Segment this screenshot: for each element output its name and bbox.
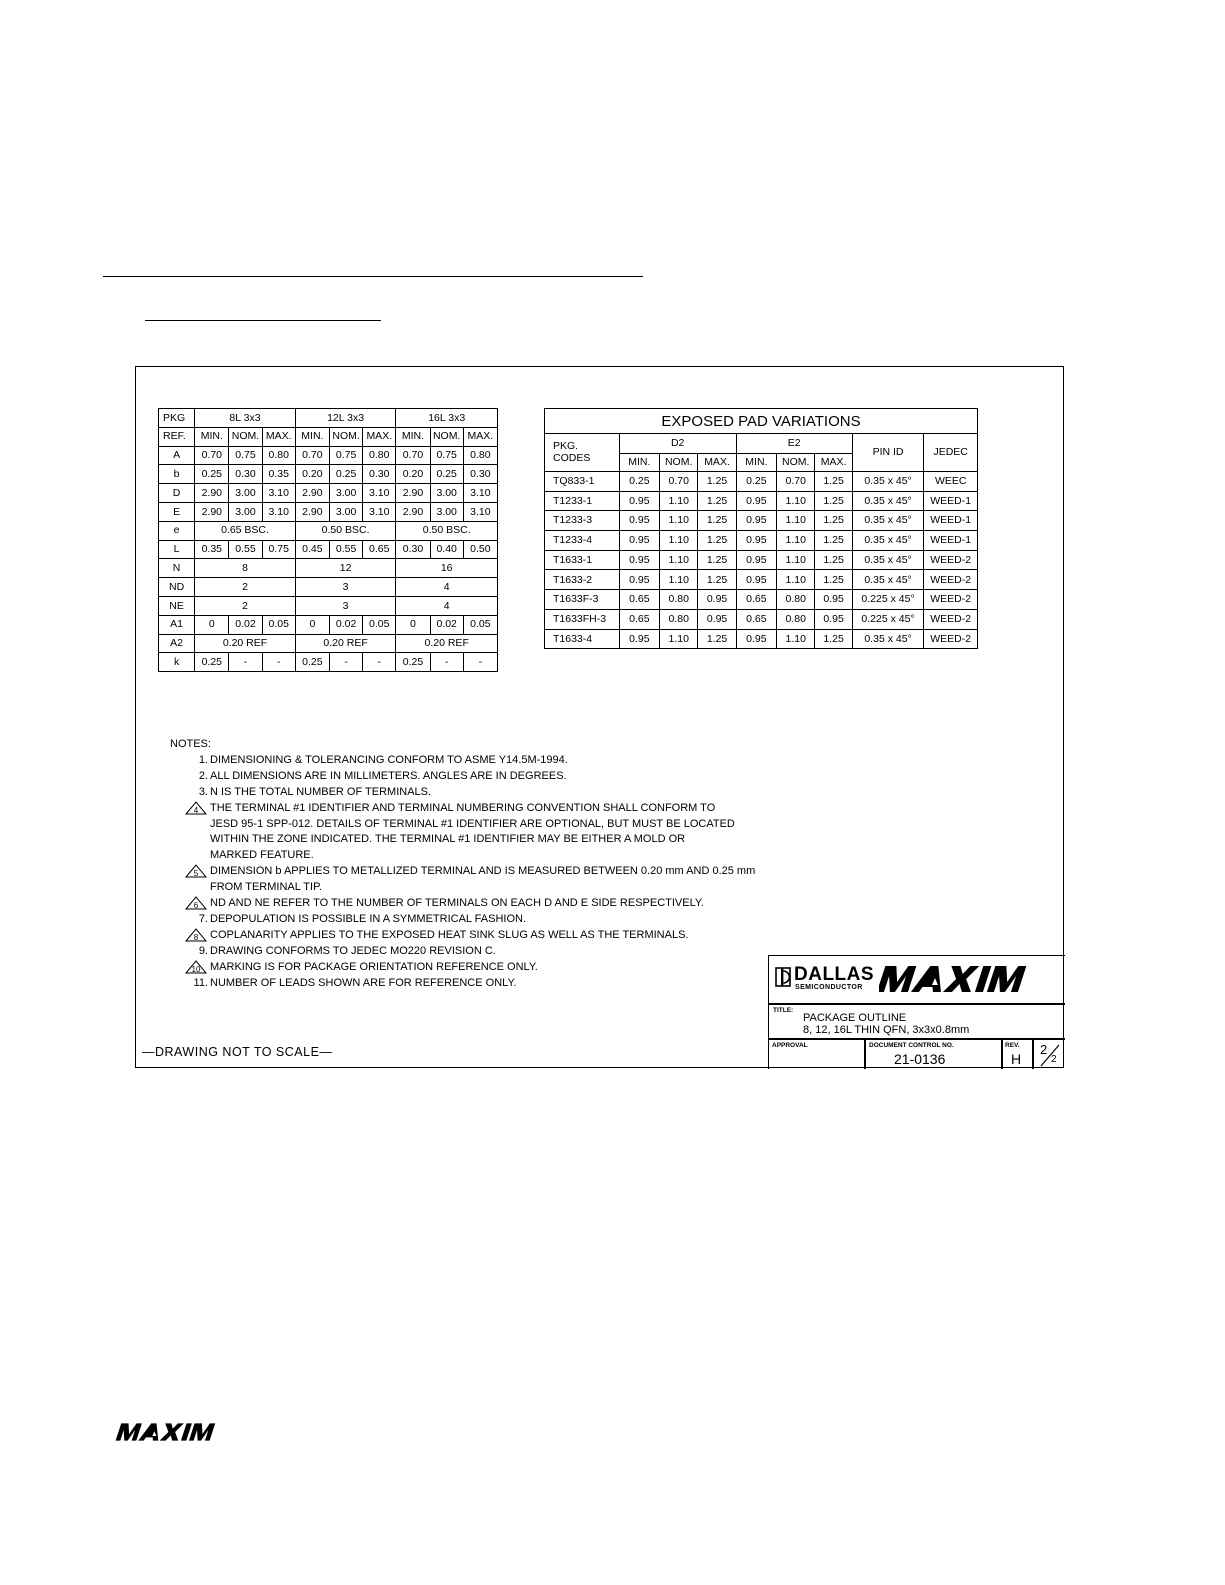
pad-value-cell: 1.10 [660,570,698,590]
pad-subheader-cell: MIN. [619,454,659,472]
dim-value-cell: 0.50 [463,540,497,559]
header-rule-long [103,276,643,277]
rev-value: H [1011,1051,1022,1067]
note-item [170,801,755,865]
note-item [170,864,755,896]
table-row [545,570,978,590]
table-row [545,472,978,492]
dim-merged-cell: 4 [396,596,498,615]
pad-value-cell: 1.25 [815,629,852,649]
dim-ref-cell: L [159,540,195,559]
dim-value-cell: 2.90 [195,502,229,521]
pad-value-cell: 1.25 [815,472,852,492]
pad-value-cell: 0.80 [777,609,815,629]
dim-value-cell: 0.75 [430,446,463,465]
pad-value-cell: 0.95 [619,629,659,649]
dim-value-cell: - [262,653,295,672]
note-flag-triangle-icon [184,928,208,942]
dim-subheader-cell: MIN. [195,427,229,446]
note-item [170,928,755,944]
table-row [545,609,978,629]
pkg-code-cell: TQ833-1 [545,472,620,492]
dim-value-cell: 0.05 [463,615,497,634]
pad-subheader-cell: NOM. [777,454,815,472]
notes-heading: NOTES: [170,738,211,750]
dim-value-cell: 0.20 [396,465,430,484]
table-row [159,615,498,634]
title-block [768,955,1065,1069]
table-row [545,511,978,531]
note-item [170,944,755,960]
pad-value-cell: WEED-2 [924,570,978,590]
pad-value-cell: WEEC [924,472,978,492]
note-text-line: MARKING IS FOR PACKAGE ORIENTATION REFERENCE ONLY. [210,960,538,973]
note-text-line: DIMENSIONING & TOLERANCING CONFORM TO ASME Y14.5M-1994. [210,753,568,766]
dim-merged-cell: 16 [396,559,498,578]
note-number: 9. [198,944,208,957]
note-number: 3. [198,785,208,798]
dim-header-cell: 8L 3x3 [195,409,296,428]
dim-subheader-cell: MAX. [463,427,497,446]
dim-merged-cell: 0.50 BSC. [396,521,498,540]
table-row [159,465,498,484]
dim-ref-cell: A2 [159,634,195,653]
note-number: 2. [198,769,208,782]
pad-subheader-cell: MIN. [736,454,776,472]
dim-merged-cell: 2 [195,596,296,615]
dim-subheader-cell: REF. [159,427,195,446]
dim-merged-cell: 3 [295,596,396,615]
pkg-code-cell: T1633-1 [545,550,620,570]
dim-subheader-cell: MIN. [295,427,329,446]
table-row [159,502,498,521]
pad-value-cell: 0.95 [619,550,659,570]
note-item [170,753,755,769]
dim-value-cell: 0.02 [430,615,463,634]
dim-ref-cell: ND [159,578,195,597]
table-row [159,446,498,465]
doc-control-label: DOCUMENT CONTROL NO. [869,1042,954,1049]
dim-header-cell: PKG [159,409,195,428]
pad-value-cell: 1.25 [815,511,852,531]
d2-header: D2 [619,434,736,454]
pad-value-cell: 0.70 [777,472,815,492]
dim-merged-cell: 12 [295,559,396,578]
note-flag-triangle-icon [184,960,208,974]
pad-subheader-cell: NOM. [660,454,698,472]
pad-value-cell: 1.10 [777,550,815,570]
note-number: 7. [198,912,208,925]
pad-value-cell: 1.25 [698,550,736,570]
dim-value-cell: 0.35 [195,540,229,559]
pad-value-cell: 1.10 [777,570,815,590]
pad-value-cell: 0.65 [736,590,776,610]
note-item [170,769,755,785]
dim-value-cell: - [329,653,362,672]
table-row [545,531,978,551]
notes-list [170,753,755,992]
pad-value-cell: 0.65 [736,609,776,629]
dim-value-cell: 0.30 [229,465,262,484]
dim-ref-cell: e [159,521,195,540]
pad-value-cell: WEED-2 [924,629,978,649]
dim-ref-cell: A1 [159,615,195,634]
note-text-line: NUMBER OF LEADS SHOWN ARE FOR REFERENCE ONLY. [210,976,517,989]
dim-value-cell: 3.00 [329,502,362,521]
dim-value-cell: 3.00 [329,484,362,503]
dim-value-cell: 3.10 [463,502,497,521]
dim-value-cell: 3.10 [463,484,497,503]
title-label: TITLE: [773,1007,794,1014]
dim-header-row-1 [159,409,498,428]
pad-value-cell: 1.10 [660,550,698,570]
dim-value-cell: 0.40 [430,540,463,559]
table-row [545,629,978,649]
pad-value-cell: 0.95 [736,531,776,551]
pad-value-cell: 0.95 [736,570,776,590]
dim-value-cell: 0.25 [195,465,229,484]
note-number: 11. [193,976,208,989]
dim-value-cell: 0.30 [463,465,497,484]
table-row [545,590,978,610]
dim-value-cell: 0.45 [295,540,329,559]
exposed-pad-table [544,408,978,649]
dim-value-cell: 0.75 [262,540,295,559]
pad-value-cell: 0.95 [619,570,659,590]
pin-id-header: PIN ID [852,434,924,472]
dim-value-cell: 0.25 [329,465,362,484]
table-row [159,653,498,672]
dim-value-cell: 0.02 [229,615,262,634]
dim-ref-cell: N [159,559,195,578]
dim-subheader-cell: NOM. [229,427,262,446]
pad-value-cell: 1.10 [777,511,815,531]
pad-value-cell: 0.80 [660,609,698,629]
pad-value-cell: 0.80 [660,590,698,610]
pad-value-cell: WEED-1 [924,491,978,511]
pad-value-cell: 1.25 [698,511,736,531]
pkg-code-cell: T1633FH-3 [545,609,620,629]
pad-value-cell: 0.95 [815,609,852,629]
pad-value-cell: 0.35 x 45° [852,472,924,492]
note-text-line: COPLANARITY APPLIES TO THE EXPOSED HEAT SINK SLUG AS WELL AS THE TERMINALS. [210,928,689,941]
dim-value-cell: 0.70 [195,446,229,465]
note-text-line: THE TERMINAL #1 IDENTIFIER AND TERMINAL NUMBERING CONVENTION SHALL CONFORM TO [210,801,716,814]
dim-merged-cell: 0.20 REF [295,634,396,653]
note-flag-triangle-icon [184,864,208,878]
dim-subheader-cell: MIN. [396,427,430,446]
pad-value-cell: WEED-1 [924,531,978,551]
note-flag-number: 5 [193,869,199,879]
pkg-code-cell: T1633F-3 [545,590,620,610]
note-text-line: ND AND NE REFER TO THE NUMBER OF TERMINALS ON EACH D AND E SIDE RESPECTIVELY. [210,897,704,910]
dim-value-cell: 3.10 [262,502,295,521]
note-text-line: N IS THE TOTAL NUMBER OF TERMINALS. [210,785,432,798]
dim-ref-cell: E [159,502,195,521]
note-item [170,896,755,912]
doc-number: 21-0136 [894,1051,946,1067]
pad-value-cell: 1.25 [698,531,736,551]
table-row [159,484,498,503]
pad-value-cell: 0.95 [698,609,736,629]
approval-label: APPROVAL [772,1042,808,1049]
note-text-line: DIMENSION b APPLIES TO METALLIZED TERMINAL AND IS MEASURED BETWEEN 0.20 mm AND 0.25 mm [210,865,756,878]
pad-value-cell: 1.10 [660,491,698,511]
maxim-logo [879,964,1059,994]
dim-merged-cell: 2 [195,578,296,597]
dim-header-cell: 12L 3x3 [295,409,396,428]
dim-value-cell: 2.90 [195,484,229,503]
table-row [159,559,498,578]
pkg-code-cell: T1633-4 [545,629,620,649]
pad-value-cell: 0.35 x 45° [852,491,924,511]
note-text-line: FROM TERMINAL TIP. [210,881,323,894]
note-item [170,960,755,976]
pad-value-cell: 0.95 [698,590,736,610]
rev-label: REV. [1005,1042,1020,1049]
dim-value-cell: 0.30 [396,540,430,559]
dim-value-cell: 2.90 [295,502,329,521]
pkg-code-cell: T1633-2 [545,570,620,590]
note-item [170,912,755,928]
pad-value-cell: 0.95 [815,590,852,610]
dim-value-cell: - [229,653,262,672]
table-row [159,521,498,540]
dim-value-cell: - [363,653,396,672]
note-text-line: DEPOPULATION IS POSSIBLE IN A SYMMETRICAL FASHION. [210,912,527,925]
pkg-codes-header: PKG. CODES [545,434,620,472]
header-rule-short [145,320,381,321]
pad-value-cell: 1.25 [815,531,852,551]
pad-header-row-1 [545,434,978,454]
dim-value-cell: 0.80 [262,446,295,465]
dim-value-cell: 2.90 [396,484,430,503]
pad-value-cell: 0.65 [619,590,659,610]
note-text-line: JESD 95-1 SPP-012. DETAILS OF TERMINAL #1 IDENTIFIER ARE OPTIONAL, BUT MUST BE LOCATED [210,817,735,830]
note-flag-number: 8 [193,932,199,942]
dim-value-cell: 0.02 [329,615,362,634]
scale-note: —DRAWING NOT TO SCALE— [142,1045,333,1059]
dim-subheader-cell: NOM. [430,427,463,446]
table-row [545,491,978,511]
pad-value-cell: 1.25 [698,570,736,590]
pad-value-cell: 1.10 [777,629,815,649]
table-row [159,596,498,615]
dim-subheader-cell: MAX. [262,427,295,446]
pad-value-cell: 1.25 [698,472,736,492]
dim-value-cell: 0 [295,615,329,634]
sheet-num: 2 [1040,1042,1048,1057]
dim-value-cell: 0.35 [262,465,295,484]
sheet-slash-icon [1037,1042,1063,1068]
dim-merged-cell: 0.20 REF [195,634,296,653]
note-number: 1. [198,753,208,766]
dim-value-cell: 0 [396,615,430,634]
dim-value-cell: 0.80 [463,446,497,465]
dim-value-cell: 3.10 [363,502,396,521]
maxim-footer-logo [107,1422,247,1442]
pad-value-cell: 1.25 [698,491,736,511]
note-text-line: ALL DIMENSIONS ARE IN MILLIMETERS. ANGLES ARE IN DEGREES. [210,769,567,782]
pad-value-cell: WEED-1 [924,511,978,531]
pad-value-cell: 1.10 [660,511,698,531]
pad-value-cell: 0.225 x 45° [852,590,924,610]
pad-value-cell: 1.10 [660,629,698,649]
dim-value-cell: 3.10 [262,484,295,503]
title-line-2: 8, 12, 16L THIN QFN, 3x3x0.8mm [803,1024,970,1036]
note-flag-number: 4 [193,805,199,815]
pkg-code-cell: T1233-4 [545,531,620,551]
pad-value-cell: 0.225 x 45° [852,609,924,629]
note-text-line: DRAWING CONFORMS TO JEDEC MO220 REVISION C. [210,944,496,957]
pad-value-cell: 0.95 [619,491,659,511]
dim-merged-cell: 0.50 BSC. [295,521,396,540]
dim-ref-cell: A [159,446,195,465]
pad-value-cell: 0.80 [777,590,815,610]
pad-value-cell: 0.95 [736,511,776,531]
notes-section [170,737,755,992]
dallas-wordmark: DALLAS [794,964,875,985]
pad-subheader-cell: MAX. [698,454,736,472]
dim-value-cell: 0.80 [363,446,396,465]
table-row [159,540,498,559]
dim-ref-cell: k [159,653,195,672]
dallas-emblem-icon [774,966,792,988]
pad-value-cell: 0.95 [619,511,659,531]
pad-value-cell: WEED-2 [924,550,978,570]
table-row [545,550,978,570]
pad-value-cell: 0.35 x 45° [852,531,924,551]
dim-value-cell: 0.70 [295,446,329,465]
note-flag-number: 6 [193,901,199,911]
dim-value-cell: 2.90 [396,502,430,521]
pad-value-cell: 0.35 x 45° [852,570,924,590]
note-text-line: WITHIN THE ZONE INDICATED. THE TERMINAL #1 IDENTIFIER MAY BE EITHER A MOLD OR [210,833,686,846]
dim-merged-cell: 3 [295,578,396,597]
pad-value-cell: 1.25 [815,550,852,570]
pad-value-cell: 0.95 [736,550,776,570]
dim-value-cell: 0.25 [195,653,229,672]
dim-value-cell: 3.00 [229,502,262,521]
table-row [159,578,498,597]
note-text-line: MARKED FEATURE. [210,849,314,862]
pad-table-title: EXPOSED PAD VARIATIONS [545,409,978,434]
dim-value-cell: 0.05 [262,615,295,634]
note-item [170,785,755,801]
dimension-table [158,408,498,672]
drawing-frame [135,366,1064,1068]
table-row [159,634,498,653]
dim-value-cell: 0.30 [363,465,396,484]
pad-value-cell: 0.35 x 45° [852,511,924,531]
dim-ref-cell: NE [159,596,195,615]
pad-title-row [545,409,978,434]
pkg-code-cell: T1233-3 [545,511,620,531]
dim-value-cell: 0.75 [229,446,262,465]
pad-value-cell: 0.25 [736,472,776,492]
sheet-number [1037,1042,1063,1068]
dim-value-cell: 3.10 [363,484,396,503]
dim-merged-cell: 8 [195,559,296,578]
dim-subheader-cell: MAX. [363,427,396,446]
dim-value-cell: 3.00 [430,484,463,503]
dim-value-cell: 0.25 [396,653,430,672]
pad-value-cell: 0.35 x 45° [852,550,924,570]
dim-subheader-cell: NOM. [329,427,362,446]
dim-value-cell: 0.55 [329,540,362,559]
dim-value-cell: 0.75 [329,446,362,465]
dim-ref-cell: D [159,484,195,503]
pad-value-cell: 1.25 [815,570,852,590]
dim-header-row-2 [159,427,498,446]
pad-value-cell: 0.70 [660,472,698,492]
pad-value-cell: 1.10 [777,491,815,511]
note-flag-triangle-icon [184,801,208,815]
jedec-header: JEDEC [924,434,978,472]
dim-value-cell: 0.20 [295,465,329,484]
sheet-den: 2 [1051,1054,1057,1065]
dim-merged-cell: 0.65 BSC. [195,521,296,540]
dim-value-cell: 0 [195,615,229,634]
dim-value-cell: - [463,653,497,672]
note-item [170,976,755,992]
pad-value-cell: 0.65 [619,609,659,629]
dim-merged-cell: 4 [396,578,498,597]
dim-value-cell: 3.00 [430,502,463,521]
pad-value-cell: 0.95 [736,629,776,649]
dim-value-cell: - [430,653,463,672]
pad-value-cell: 1.10 [777,531,815,551]
dim-value-cell: 0.05 [363,615,396,634]
pad-value-cell: 0.25 [619,472,659,492]
dim-header-cell: 16L 3x3 [396,409,498,428]
dim-ref-cell: b [159,465,195,484]
dim-value-cell: 0.25 [295,653,329,672]
pad-subheader-cell: MAX. [815,454,852,472]
title-line-1: PACKAGE OUTLINE [803,1012,907,1024]
dim-value-cell: 0.55 [229,540,262,559]
note-flag-triangle-icon [184,896,208,910]
dallas-subtitle: SEMICONDUCTOR [795,984,863,991]
dim-value-cell: 0.25 [430,465,463,484]
dim-value-cell: 3.00 [229,484,262,503]
pad-value-cell: 0.95 [619,531,659,551]
dim-merged-cell: 0.20 REF [396,634,498,653]
note-flag-number: 10 [191,964,201,974]
dim-value-cell: 0.70 [396,446,430,465]
pad-value-cell: 1.25 [815,491,852,511]
dallas-logo [774,964,876,998]
dim-value-cell: 0.65 [363,540,396,559]
pad-value-cell: WEED-2 [924,590,978,610]
pad-value-cell: WEED-2 [924,609,978,629]
pkg-code-cell: T1233-1 [545,491,620,511]
dim-value-cell: 2.90 [295,484,329,503]
pad-value-cell: 0.95 [736,491,776,511]
e2-header: E2 [736,434,852,454]
pad-value-cell: 0.35 x 45° [852,629,924,649]
pad-value-cell: 1.25 [698,629,736,649]
pad-value-cell: 1.10 [660,531,698,551]
